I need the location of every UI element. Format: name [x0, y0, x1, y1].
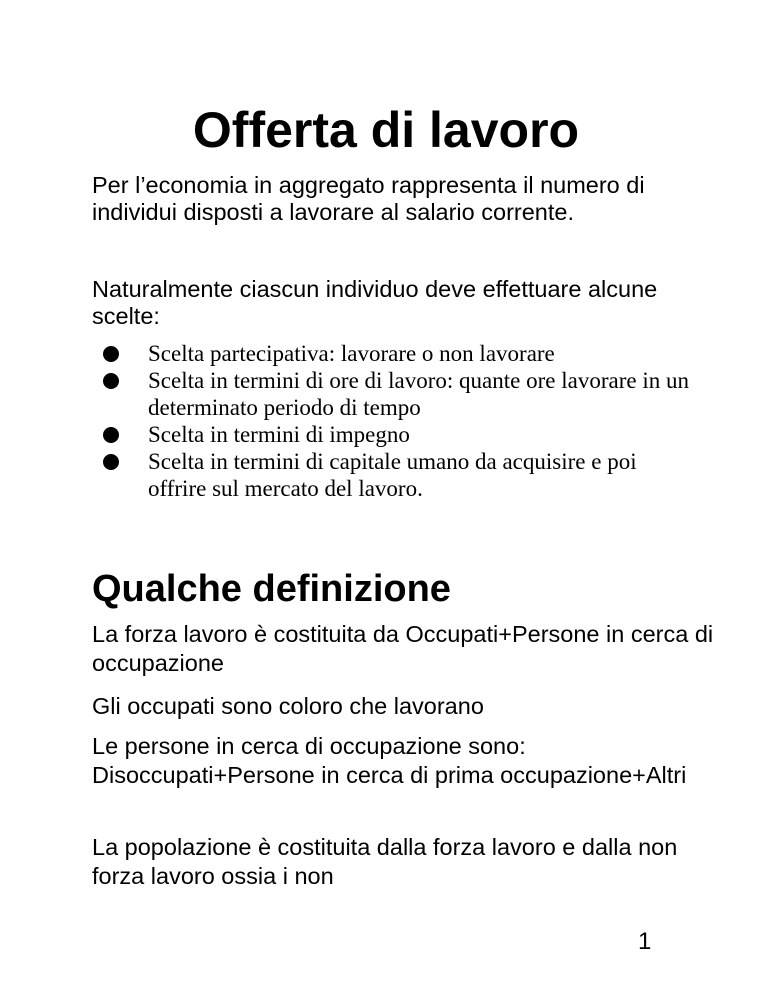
list-item-text: Scelta in termini di ore di lavoro: quante ore lavorare in un determinato periodo di tempo	[148, 368, 689, 420]
definition-1: La forza lavoro è costituita da Occupati+Persone in cerca di occupazione	[92, 621, 714, 676]
list-item	[100, 367, 700, 421]
bullet-dot-icon	[103, 427, 119, 443]
section-heading: Qualche definizione	[92, 568, 451, 610]
list-item	[100, 448, 700, 502]
definition-2: Gli occupati sono coloro che lavorano	[92, 693, 484, 719]
choices-list	[100, 340, 700, 502]
list-item-text: Scelta in termini di capitale umano da acquisire e poi offrire sul mercato del lavoro.	[148, 449, 637, 501]
intro-paragraph-2: Naturalmente ciascun individuo deve effettuare alcune scelte:	[92, 276, 658, 329]
page-title: Offerta di lavoro	[192, 102, 580, 158]
list-item-text: Scelta partecipativa: lavorare o non lavorare	[148, 341, 555, 366]
definition-3: Le persone in cerca di occupazione sono: Disoccupati+Persone in cerca di prima occupazione+Altri	[92, 733, 687, 788]
definition-4: La popolazione è costituita dalla forza lavoro e dalla non forza lavoro ossia i non	[92, 834, 678, 889]
intro-paragraph-1: Per l’economia in aggregato rappresenta il numero di individui disposti a lavorare al salario corrente.	[92, 172, 645, 225]
bullet-dot-icon	[103, 373, 119, 389]
bullet-dot-icon	[103, 454, 119, 470]
bullet-dot-icon	[103, 346, 119, 362]
list-item-text: Scelta in termini di impegno	[148, 422, 410, 447]
list-item	[100, 340, 700, 367]
list-item	[100, 421, 700, 448]
page-number: 1	[638, 928, 652, 955]
